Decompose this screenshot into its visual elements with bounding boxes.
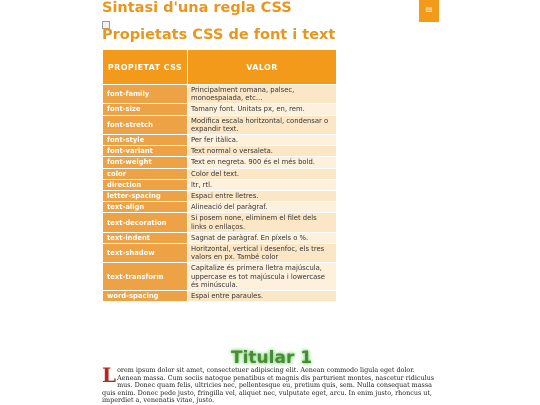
titular-heading: Titular 1 [231, 348, 313, 368]
drop-cap: L [102, 363, 117, 387]
property-value-cell: Color del text. [188, 168, 337, 179]
property-name-cell: direction [103, 179, 188, 190]
property-name-cell: font-weight [103, 157, 188, 168]
table-row [103, 213, 337, 232]
table-row [103, 146, 337, 157]
section-title: Propietats CSS de font i text [102, 27, 336, 43]
property-name-cell: text-shadow [103, 244, 188, 263]
property-name-cell: font-style [103, 135, 188, 146]
property-value-cell: Modifica escala horitzontal, condensar o expandir text. [188, 115, 337, 134]
table-row [103, 157, 337, 168]
property-name-cell: text-align [103, 202, 188, 213]
property-value-cell: Tamany font. Unitats px, en, rem. [188, 104, 337, 115]
table-row [103, 85, 337, 104]
table-row [103, 104, 337, 115]
table-row [103, 291, 337, 302]
column-header-value: VALOR [188, 50, 337, 85]
table-row [103, 135, 337, 146]
property-name-cell: font-stretch [103, 115, 188, 134]
lorem-text: orem ipsum dolor sit amet, consectetuer adipiscing elit. Aenean commodo ligula eget dolor. Aenean massa. Cum sociis natoque penatibus et magnis dis parturient montes, nascetur ridiculus mus. Donec quam felis, ultricies nec, pellentesque eu, pretium quis, sem. Nulla consequat massa quis enim. Donec pede justo, fringilla vel, aliquet nec, vulputate eget, arcu. In enim justo, rhoncus ut, imperdiet a, venenatis vitae, justo. [102, 366, 435, 405]
property-value-cell: Principalment romana, palsec, monoespaiada, etc... [188, 85, 337, 104]
property-name-cell: color [103, 168, 188, 179]
css-properties-table [102, 49, 337, 302]
property-value-cell: ltr, rtl. [188, 179, 337, 190]
property-name-cell: text-transform [103, 263, 188, 291]
property-value-cell: Sagnat de paràgraf. En píxels o %. [188, 232, 337, 243]
property-value-cell: Si posem none, eliminem el filet dels links o enllaços. [188, 213, 337, 232]
property-name-cell: font-family [103, 85, 188, 104]
property-value-cell: Text normal o versaleta. [188, 146, 337, 157]
property-value-cell: Horitzontal, vertical i desenfoc, els tres valors en px. També color [188, 244, 337, 263]
property-value-cell: Espaci entre lletres. [188, 191, 337, 202]
property-value-cell: Alineació del paràgraf. [188, 202, 337, 213]
property-value-cell: Per fer itàlica. [188, 135, 337, 146]
property-name-cell: font-size [103, 104, 188, 115]
menu-icon[interactable]: ≡ [419, 0, 439, 22]
property-name-cell: text-decoration [103, 213, 188, 232]
table-header-row [103, 50, 337, 85]
table-row [103, 244, 337, 263]
table-body [103, 85, 337, 302]
site-title: Sintasi d'una regla CSS [102, 0, 292, 16]
table-row [103, 179, 337, 190]
property-value-cell: Espai entre paraules. [188, 291, 337, 302]
property-name-cell: text-indent [103, 232, 188, 243]
table-row [103, 202, 337, 213]
column-header-property: PROPIETAT CSS [103, 50, 188, 85]
property-name-cell: word-spacing [103, 291, 188, 302]
table-row [103, 232, 337, 243]
property-name-cell: font-variant [103, 146, 188, 157]
table-row [103, 191, 337, 202]
property-value-cell: Capitalize és primera lletra majúscula, uppercase es tot majúscula i lowercase és minúscula. [188, 263, 337, 291]
property-name-cell: letter-spacing [103, 191, 188, 202]
lorem-paragraph [102, 363, 440, 405]
table-row [103, 263, 337, 291]
property-value-cell: Text en negreta. 900 és el més bold. [188, 157, 337, 168]
table-row [103, 168, 337, 179]
table-row [103, 115, 337, 134]
